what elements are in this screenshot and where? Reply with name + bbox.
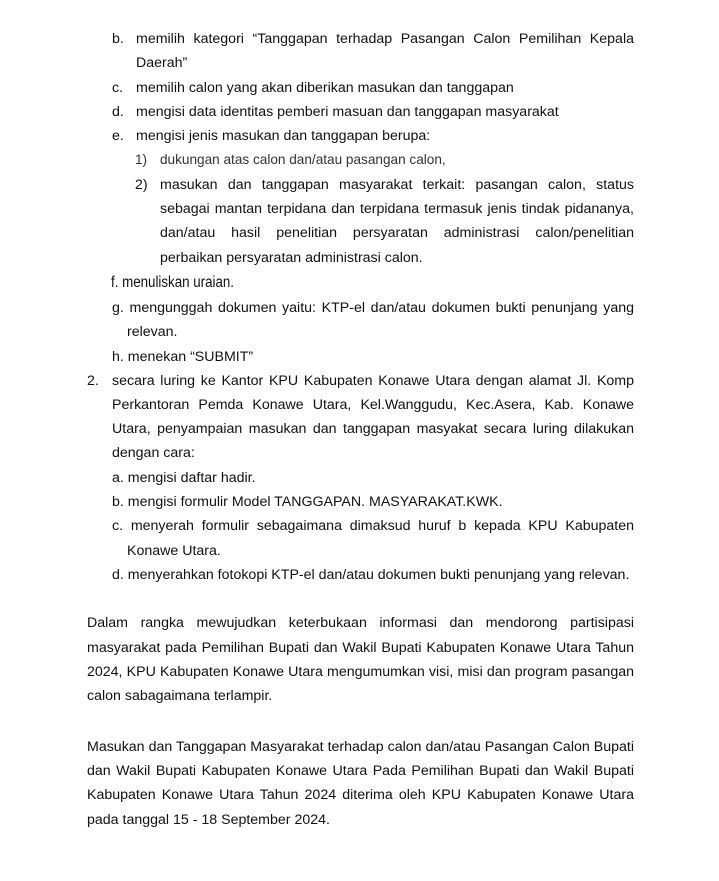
list-item-b-line-1: memilih kategori “Tanggapan terhadap Pasangan Calon Pemilihan Kepala — [136, 31, 634, 47]
item-2-line-3: Utara, penyampaian masukan dan tanggapan masyakat secara luring dilakukan — [112, 421, 634, 437]
list-marker-e: e. — [112, 128, 124, 144]
list-item-g-line-1: g. mengunggah dokumen yaitu: KTP-el dan/atau dokumen bukti penunjang yang — [112, 300, 634, 316]
list-item-d: mengisi data identitas pemberi masuan dan tanggapan masyarakat — [136, 104, 559, 120]
list-marker-d: d. — [112, 104, 124, 120]
item-2-line-2: Perkantoran Pemda Konawe Utara, Kel.Wanggudu, Kec.Asera, Kab. Konawe — [112, 397, 634, 413]
list-item-e: mengisi jenis masukan dan tanggapan berupa: — [136, 128, 431, 144]
sublist-item-2-line-1: masukan dan tanggapan masyarakat terkait: pasangan calon, status — [160, 177, 634, 193]
item-2-sub-c-line-1: c. menyerah formulir sebagaimana dimaksud huruf b kepada KPU Kabupaten — [112, 518, 634, 534]
item-2-sub-d: d. menyerahkan fotokopi KTP-el dan/atau dokumen bukti penunjang yang relevan. — [112, 567, 630, 583]
paragraph-1-line-4: calon sabagaimana terlampir. — [87, 688, 273, 704]
list-item-f: f. menuliskan uraian. — [111, 274, 235, 291]
list-item-b-line-2: Daerah” — [136, 55, 188, 71]
paragraph-2-line-1: Masukan dan Tanggapan Masyarakat terhadap calon dan/atau Pasangan Calon Bupati — [87, 739, 634, 755]
paragraph-2-line-4: pada tanggal 15 - 18 September 2024. — [87, 812, 330, 828]
list-marker-c: c. — [112, 80, 124, 96]
paragraph-1-line-2: masyarakat pada Pemilihan Bupati dan Wakil Bupati Kabupaten Konawe Utara Tahun — [87, 640, 634, 656]
sublist-item-2-line-3: dan/atau hasil penelitian persyaratan administrasi calon/penelitian — [160, 225, 634, 241]
sublist-item-2-line-2: sebagai mantan terpidana dan terpidana termasuk jenis tindak pidananya, — [160, 201, 634, 217]
list-marker-b: b. — [112, 31, 124, 47]
sublist-marker-2: 2) — [135, 177, 148, 193]
sublist-marker-1: 1) — [135, 152, 148, 167]
list-marker-2: 2. — [87, 373, 99, 389]
paragraph-1-line-1: Dalam rangka mewujudkan keterbukaan informasi dan mendorong partisipasi — [87, 615, 634, 631]
paragraph-2-line-3: Kabupaten Konawe Utara Tahun 2024 diterima oleh KPU Kabupaten Konawe Utara — [87, 787, 634, 803]
paragraph-1-line-3: 2024, KPU Kabupaten Konawe Utara mengumumkan visi, misi dan program pasangan — [87, 664, 634, 680]
item-2-sub-a: a. mengisi daftar hadir. — [112, 470, 256, 486]
item-2-line-1: secara luring ke Kantor KPU Kabupaten Konawe Utara dengan alamat Jl. Komp — [112, 373, 634, 389]
list-item-g-line-2: relevan. — [127, 324, 178, 340]
item-2-line-4: dengan cara: — [112, 445, 195, 461]
paragraph-2-line-2: dan Wakil Bupati Kabupaten Konawe Utara Pada Pemilihan Bupati dan Wakil Bupati — [87, 763, 634, 779]
list-item-h: h. menekan “SUBMIT” — [112, 349, 254, 365]
sublist-item-1: dukungan atas calon dan/atau pasangan calon, — [160, 152, 446, 167]
list-item-c: memilih calon yang akan diberikan masukan dan tanggapan — [136, 80, 514, 96]
item-2-sub-c-line-2: Konawe Utara. — [127, 543, 221, 559]
item-2-sub-b: b. mengisi formulir Model TANGGAPAN. MASYARAKAT.KWK. — [112, 494, 503, 510]
sublist-item-2-line-4: perbaikan persyaratan administrasi calon. — [160, 250, 423, 266]
